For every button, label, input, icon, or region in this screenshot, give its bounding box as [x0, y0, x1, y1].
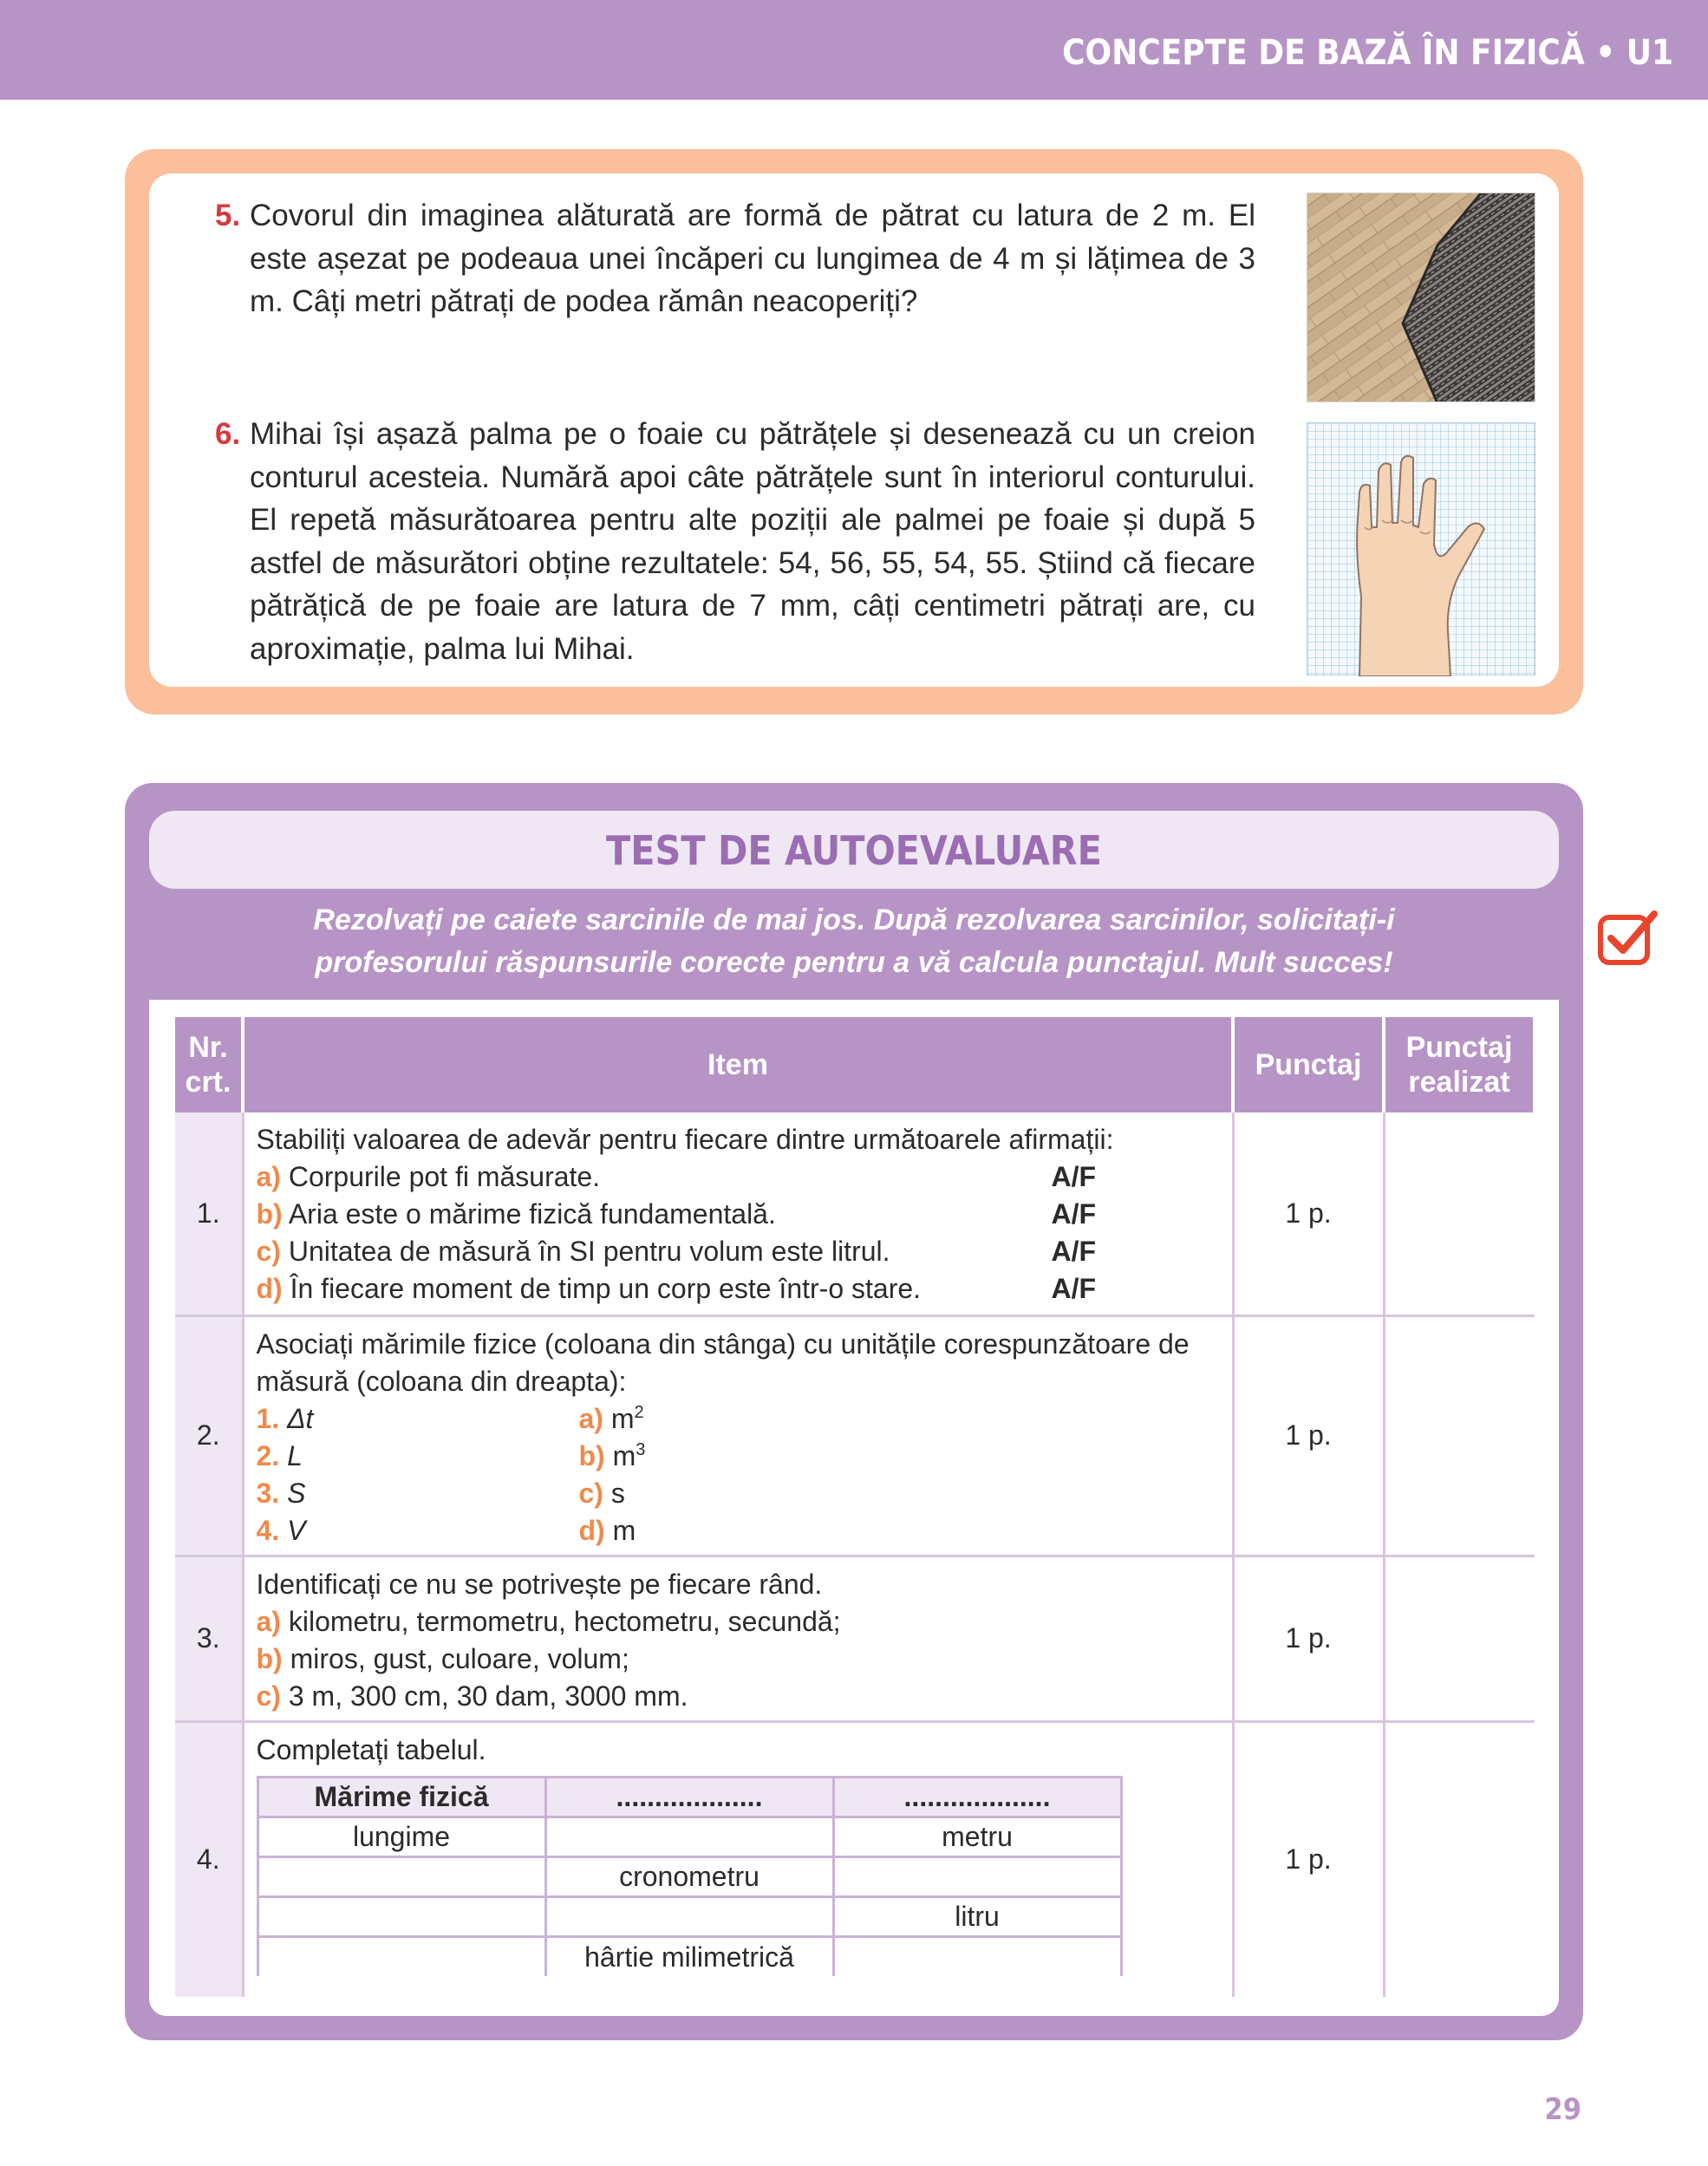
- item-line: c) 3 m, 300 cm, 30 dam, 3000 mm.: [256, 1680, 688, 1712]
- header-nr: Nr. crt.: [175, 1017, 243, 1112]
- self-assessment-box: [125, 783, 1583, 2040]
- pair: 1. Δt a) $m^2$: [256, 1402, 644, 1434]
- row-number: 3.: [175, 1556, 243, 1721]
- test-panel: [149, 1000, 1559, 2016]
- subtable-cell: [545, 1896, 833, 1936]
- carpet-photo: [1307, 192, 1535, 402]
- test-instructions: [149, 899, 1559, 984]
- row-achieved: [1384, 1721, 1535, 1997]
- item-prompt: Asociați mărimile fizice (coloana din stânga) cu unitățile corespunzătoare de măsură (coloana din dreapta):: [256, 1328, 1190, 1397]
- item-line: b) miros, gust, culoare, volum;: [256, 1642, 629, 1674]
- subtable-cell: [258, 1896, 545, 1936]
- statement: A/F d) În fiecare moment de timp un corp este într-o stare.: [256, 1273, 1097, 1304]
- row-points: 1 p.: [1233, 1721, 1384, 1997]
- row-item: [243, 1721, 1233, 1997]
- subtable-header: ...................: [833, 1777, 1121, 1817]
- row-points: 1 p.: [1233, 1112, 1384, 1315]
- subtable-header: Mărime fizică: [258, 1777, 545, 1817]
- checkbox-check-icon: [1597, 909, 1659, 968]
- test-title: TEST DE AUTOEVALUARE: [606, 827, 1102, 874]
- header-points: Punctaj: [1233, 1017, 1384, 1112]
- statement: A/F b) Aria este o mărime fizică fundamentală.: [256, 1198, 1097, 1230]
- exercise-5-text: Covorul din imaginea alăturată are formă de pătrat cu latura de 2 m. El este așezat pe podeaua unei încăperi cu lungimea de 4 m și lățimea de 3 m. Câți metri pătrați de podea rămân neacoperiți?: [250, 199, 1255, 318]
- subtable-cell: hârtie milimetrică: [545, 1936, 833, 1976]
- row-points: 1 p.: [1233, 1315, 1384, 1556]
- subtable-cell: metru: [833, 1817, 1121, 1856]
- table-row: [175, 1721, 1535, 1997]
- completion-table: [257, 1776, 1123, 1977]
- subtable-cell: [833, 1856, 1121, 1896]
- pair: 3. S c) s: [256, 1477, 625, 1509]
- row-points: 1 p.: [1233, 1556, 1384, 1721]
- row-number: 1.: [175, 1112, 243, 1315]
- subtable-cell: cronometru: [545, 1856, 833, 1896]
- exercises-panel: [149, 173, 1559, 687]
- subtable-cell: [545, 1817, 833, 1856]
- table-row: [175, 1112, 1535, 1315]
- subtable-cell: [258, 1856, 545, 1896]
- row-item: [243, 1112, 1233, 1315]
- header-item: Item: [243, 1017, 1233, 1112]
- row-number: 2.: [175, 1315, 243, 1556]
- exercise-6-text: Mihai își așază palma pe o foaie cu pătrățele și desenează cu un creion conturul acesteia. Numără apoi câte pătrățele sunt în interiorul conturului. El repetă măsurătoarea pentru alte poziții ale palmei pe foaie și după 5 astfel de măsurători obține rezultatele: 54, 56, 55, 54, 55. Știind că fiecare pătrățică de pe foaie are latura de 7 mm, câți centimetri pătrați are, cu aproximație, palma lui Mihai.: [250, 417, 1255, 666]
- pair: 4. V d) m: [256, 1514, 636, 1546]
- row-achieved: [1384, 1112, 1535, 1315]
- item-prompt: Completați tabelul.: [256, 1733, 486, 1765]
- exercise-6-number: 6.: [215, 417, 241, 451]
- assessment-table: [175, 1017, 1536, 1997]
- exercise-5-number: 5.: [215, 199, 241, 232]
- item-prompt: Identificați ce nu se potrivește pe fiecare rând.: [256, 1568, 823, 1600]
- row-achieved: [1384, 1556, 1535, 1721]
- exercises-box: [125, 149, 1583, 714]
- table-row: [175, 1315, 1535, 1556]
- test-instructions-line-1: Rezolvați pe caiete sarcinile de mai jos. După rezolvarea sarcinilor, solicitați-i: [313, 904, 1395, 936]
- table-header-row: [175, 1017, 1535, 1112]
- exercise-5: [215, 194, 1255, 323]
- subtable-header: ...................: [545, 1777, 833, 1817]
- pair: 2. L b) $m^3$: [256, 1439, 646, 1471]
- row-achieved: [1384, 1315, 1535, 1556]
- header-title: CONCEPTE DE BAZĂ ÎN FIZICĂ • U1: [1062, 33, 1673, 73]
- test-instructions-line-2: profesorului răspunsurile corecte pentru a vă calcula punctajul. Mult succes!: [315, 946, 1393, 979]
- row-item: [243, 1315, 1233, 1556]
- exercise-6: [215, 413, 1255, 670]
- subtable-cell: [258, 1936, 545, 1976]
- statement: A/F a) Corpurile pot fi măsurate.: [256, 1161, 1097, 1192]
- statement: A/F c) Unitatea de măsură în SI pentru volum este litrul.: [256, 1236, 1097, 1267]
- subtable-cell: lungime: [258, 1817, 545, 1856]
- item-line: a) kilometru, termometru, hectometru, secundă;: [256, 1605, 841, 1637]
- row-item: [243, 1556, 1233, 1721]
- table-row: [175, 1556, 1535, 1721]
- item-prompt: Stabiliți valoarea de adevăr pentru fiecare dintre următoarele afirmații:: [256, 1124, 1114, 1155]
- hand-on-grid-illustration: [1307, 422, 1535, 675]
- row-number: 4.: [175, 1721, 243, 1997]
- header-achieved: Punctaj realizat: [1384, 1017, 1535, 1112]
- page-number: 29: [1544, 2092, 1581, 2127]
- test-title-bar: [149, 811, 1559, 889]
- subtable-cell: [833, 1936, 1121, 1976]
- header-band: [0, 0, 1708, 100]
- subtable-cell: litru: [833, 1896, 1121, 1936]
